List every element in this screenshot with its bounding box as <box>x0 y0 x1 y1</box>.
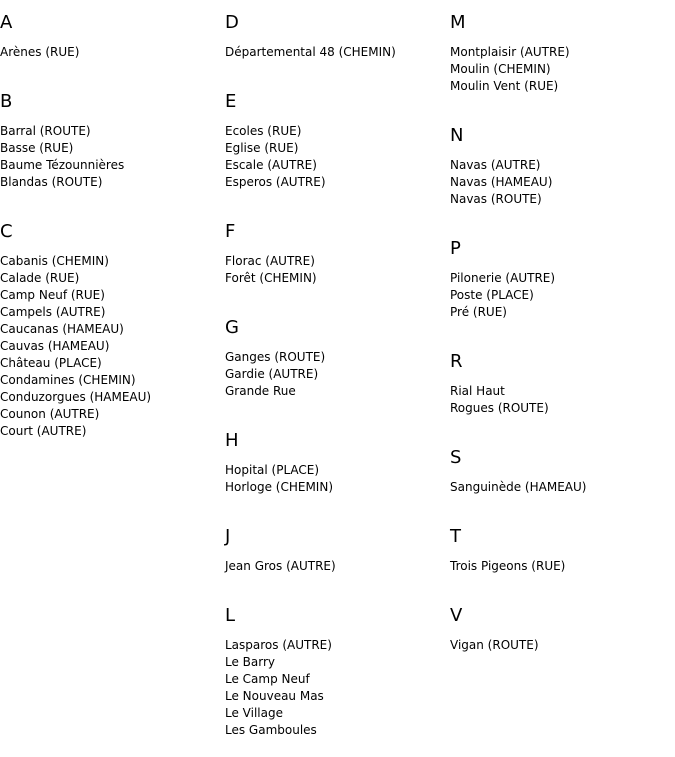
street-list <box>0 113 225 209</box>
street-item: Navas (ROUTE) <box>450 192 542 206</box>
street-list <box>225 452 450 514</box>
index-column-2 <box>225 0 450 757</box>
street-list <box>450 469 675 514</box>
street-item: Barral (ROUTE) <box>0 124 91 138</box>
letter-section-b <box>0 79 225 209</box>
street-item: Château (PLACE) <box>0 356 102 370</box>
letter-section-r <box>450 339 675 435</box>
street-list <box>225 548 450 593</box>
letter-heading: T <box>450 526 461 547</box>
index-column-1 <box>0 0 225 458</box>
letter-heading: P <box>450 238 461 259</box>
letter-heading: C <box>0 221 13 242</box>
letter-heading: G <box>225 317 239 338</box>
street-item: Montplaisir (AUTRE) <box>450 45 570 59</box>
street-list <box>225 339 450 418</box>
street-item: Navas (AUTRE) <box>450 158 541 172</box>
street-item: Le Nouveau Mas <box>225 689 324 703</box>
letter-heading: F <box>225 221 236 242</box>
street-list <box>225 113 450 209</box>
street-item: Départemental 48 (CHEMIN) <box>225 45 396 59</box>
street-item: Lasparos (AUTRE) <box>225 638 332 652</box>
street-item: Le Camp Neuf <box>225 672 310 686</box>
street-item: Navas (HAMEAU) <box>450 175 553 189</box>
letter-section-p <box>450 226 675 339</box>
street-list <box>0 243 225 458</box>
letter-heading: S <box>450 447 462 468</box>
letter-heading: D <box>225 12 239 33</box>
street-list <box>225 627 450 757</box>
street-list <box>450 548 675 593</box>
street-item: Calade (RUE) <box>0 271 80 285</box>
street-item: Cabanis (CHEMIN) <box>0 254 109 268</box>
street-item: Hopital (PLACE) <box>225 463 320 477</box>
street-item: Rogues (ROUTE) <box>450 401 549 415</box>
street-item: Sanguinède (HAMEAU) <box>450 480 587 494</box>
street-item: Court (AUTRE) <box>0 424 87 438</box>
letter-heading: M <box>450 12 466 33</box>
street-list <box>225 34 450 79</box>
letter-heading: E <box>225 91 237 112</box>
street-item: Esperos (AUTRE) <box>225 175 326 189</box>
letter-section-c <box>0 209 225 458</box>
street-item: Ganges (ROUTE) <box>225 350 326 364</box>
street-item: Pilonerie (AUTRE) <box>450 271 556 285</box>
letter-section-l <box>225 593 450 757</box>
letter-section-t <box>450 514 675 593</box>
street-item: Camp Neuf (RUE) <box>0 288 105 302</box>
street-item: Ecoles (RUE) <box>225 124 302 138</box>
street-list <box>450 34 675 113</box>
street-item: Condamines (CHEMIN) <box>0 373 136 387</box>
letter-heading: R <box>450 351 463 372</box>
street-item: Moulin Vent (RUE) <box>450 79 559 93</box>
letter-heading: N <box>450 125 464 146</box>
street-item: Arènes (RUE) <box>0 45 80 59</box>
street-item: Trois Pigeons (RUE) <box>450 559 566 573</box>
street-item: Conduzorgues (HAMEAU) <box>0 390 152 404</box>
letter-heading: V <box>450 605 463 626</box>
street-list <box>225 243 450 305</box>
letter-heading: A <box>0 12 13 33</box>
letter-section-g <box>225 305 450 418</box>
street-item: Grande Rue <box>225 384 296 398</box>
street-item: Gardie (AUTRE) <box>225 367 319 381</box>
street-item: Le Village <box>225 706 283 720</box>
street-item: Caucanas (HAMEAU) <box>0 322 124 336</box>
street-list <box>450 147 675 226</box>
street-item: Florac (AUTRE) <box>225 254 315 268</box>
letter-section-j <box>225 514 450 593</box>
street-item: Moulin (CHEMIN) <box>450 62 551 76</box>
letter-heading: J <box>225 526 231 547</box>
street-item: Horloge (CHEMIN) <box>225 480 334 494</box>
letter-heading: L <box>225 605 236 626</box>
street-item: Escale (AUTRE) <box>225 158 317 172</box>
street-list <box>450 260 675 339</box>
street-list <box>450 373 675 435</box>
letter-section-n <box>450 113 675 226</box>
letter-section-f <box>225 209 450 305</box>
street-list <box>0 34 225 79</box>
street-item: Rial Haut <box>450 384 505 398</box>
street-item: Poste (PLACE) <box>450 288 534 302</box>
street-item: Vigan (ROUTE) <box>450 638 539 652</box>
street-item: Blandas (ROUTE) <box>0 175 103 189</box>
letter-section-e <box>225 79 450 209</box>
street-item: Les Gamboules <box>225 723 317 737</box>
street-item: Jean Gros (AUTRE) <box>225 559 336 573</box>
street-item: Pré (RUE) <box>450 305 507 319</box>
street-item: Eglise (RUE) <box>225 141 299 155</box>
street-item: Cauvas (HAMEAU) <box>0 339 110 353</box>
index-column-3 <box>450 0 675 672</box>
letter-section-a <box>0 0 225 79</box>
street-item: Counon (AUTRE) <box>0 407 100 421</box>
letter-section-m <box>450 0 675 113</box>
street-item: Baume Tézounnières <box>0 158 125 172</box>
street-item: Campels (AUTRE) <box>0 305 106 319</box>
street-list <box>450 627 675 672</box>
letter-section-s <box>450 435 675 514</box>
letter-heading: H <box>225 430 239 451</box>
street-item: Basse (RUE) <box>0 141 74 155</box>
letter-section-v <box>450 593 675 672</box>
letter-section-d <box>225 0 450 79</box>
street-item: Le Barry <box>225 655 276 669</box>
letter-section-h <box>225 418 450 514</box>
street-item: Forêt (CHEMIN) <box>225 271 317 285</box>
letter-heading: B <box>0 91 13 112</box>
